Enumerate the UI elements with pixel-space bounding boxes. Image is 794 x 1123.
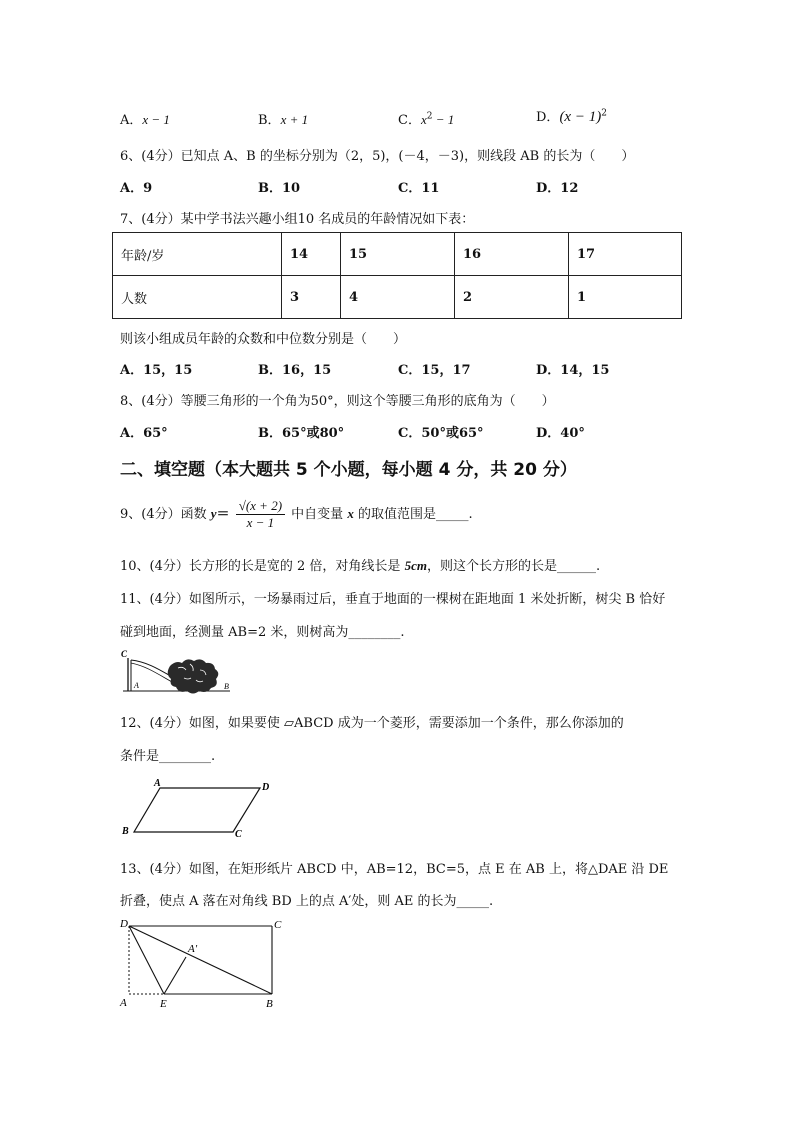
para-label-c: C [235, 829, 242, 840]
q13-line2: 折叠，使点 A 落在对角线 BD 上的点 A′处，则 AE 的长为_____. [120, 894, 494, 909]
rect-label-b: B [266, 998, 273, 1010]
q5-option-d: D．$(x - 1)^2$ [536, 108, 607, 125]
q5-option-c: C．$x^2 - 1$ [398, 111, 455, 128]
q7-option-c: C．15，17 [398, 363, 471, 378]
fold-line-de [129, 926, 164, 994]
q8-option-d: D．40° [536, 426, 585, 441]
age-table [112, 232, 682, 319]
rect-label-c: C [274, 919, 282, 931]
q7-option-b: B．16，15 [258, 363, 332, 378]
rect-label-e: E [160, 998, 167, 1010]
table-cell: 1 [569, 276, 682, 319]
q7-option-a: A．15，15 [120, 363, 193, 378]
q9-text: 9、(4分）函数 y＝ $\frac{√(x + 2)}{x - 1}$ 中自变量 x 的取值范围是_____. [120, 498, 473, 530]
q9-fraction: $\frac{√(x + 2)}{x - 1}$ [236, 498, 285, 531]
table-cell: 14 [282, 233, 341, 276]
tree-label-c: C [121, 649, 128, 659]
table-cell: 16 [455, 233, 569, 276]
para-label-b: B [122, 826, 129, 837]
parallelogram-figure [118, 774, 283, 840]
table-row [113, 276, 682, 319]
q6-option-b: B．10 [258, 181, 301, 196]
para-label-d: D [262, 782, 270, 793]
parallelogram-abcd [134, 788, 260, 832]
broken-tree-figure [118, 648, 238, 696]
table-cell: 17 [569, 233, 682, 276]
table-cell: 15 [341, 233, 455, 276]
q7-option-d: D．14，15 [536, 363, 610, 378]
table-cell: 年龄/岁 [113, 233, 282, 276]
rect-label-d: D [120, 918, 128, 930]
rect-label-a-prime: A′ [188, 943, 198, 955]
q8-option-a: A．65° [120, 426, 168, 441]
q7-followup: 则该小组成员年龄的众数和中位数分别是（ ） [120, 332, 407, 347]
q8-text: 8、(4分）等腰三角形的一个角为50°，则这个等腰三角形的底角为（ ） [120, 394, 555, 409]
q10-text: 10、(4分）长方形的长是宽的 2 倍，对角线长是 5cm，则这个长方形的长是______. [120, 558, 601, 574]
table-cell: 2 [455, 276, 569, 319]
table-cell: 3 [282, 276, 341, 319]
q6-option-c: C．11 [398, 181, 440, 196]
tree-trunk [128, 658, 131, 691]
q6-text: 6、(4分）已知点 A、B 的坐标分别为（2，5)，(－4，－3)，则线段 AB 的长为（ ） [120, 149, 635, 164]
para-label-a: A [154, 778, 161, 789]
q7-text: 7、(4分）某中学书法兴趣小组10 名成员的年龄情况如下表： [120, 212, 475, 227]
table-cell: 人数 [113, 276, 282, 319]
tree-label-b: B [224, 682, 229, 691]
q6-option-a: A．9 [120, 181, 153, 196]
segment-ea-prime [164, 957, 186, 994]
q11-line1: 11、(4分）如图所示，一场暴雨过后，垂直于地面的一棵树在距地面 1 米处折断，树尖 B 恰好 [120, 592, 666, 607]
q11-line2: 碰到地面，经测量 AB=2 米，则树高为________. [120, 625, 405, 640]
q6-option-d: D．12 [536, 181, 579, 196]
table-cell: 4 [341, 276, 455, 319]
section-title: 二、填空题（本大题共 5 个小题，每小题 4 分，共 20 分） [120, 460, 577, 480]
table-row [113, 233, 682, 276]
fallen-tree-top [131, 659, 218, 693]
q13-line1: 13、(4分）如图，在矩形纸片 ABCD 中，AB=12，BC=5，点 E 在 AB 上，将△DAE 沿 DE [120, 862, 669, 877]
q12-line1: 12、(4分）如图，如果要使 ▱ABCD 成为一个菱形，需要添加一个条件，那么你添加的 [120, 716, 624, 731]
diagonal-bd [129, 926, 272, 994]
q5-option-b: B．x + 1 [258, 112, 309, 128]
q8-option-b: B．65°或80° [258, 426, 345, 441]
rect-label-a: A [120, 997, 127, 1009]
rectangle-fold-figure [116, 914, 296, 1014]
tree-label-a: A [134, 681, 139, 690]
q5-option-a: A．x − 1 [120, 112, 170, 128]
q8-option-c: C．50°或65° [398, 426, 484, 441]
q12-line2: 条件是________. [120, 749, 216, 764]
parallelogram-symbol: ▱ [284, 716, 295, 731]
